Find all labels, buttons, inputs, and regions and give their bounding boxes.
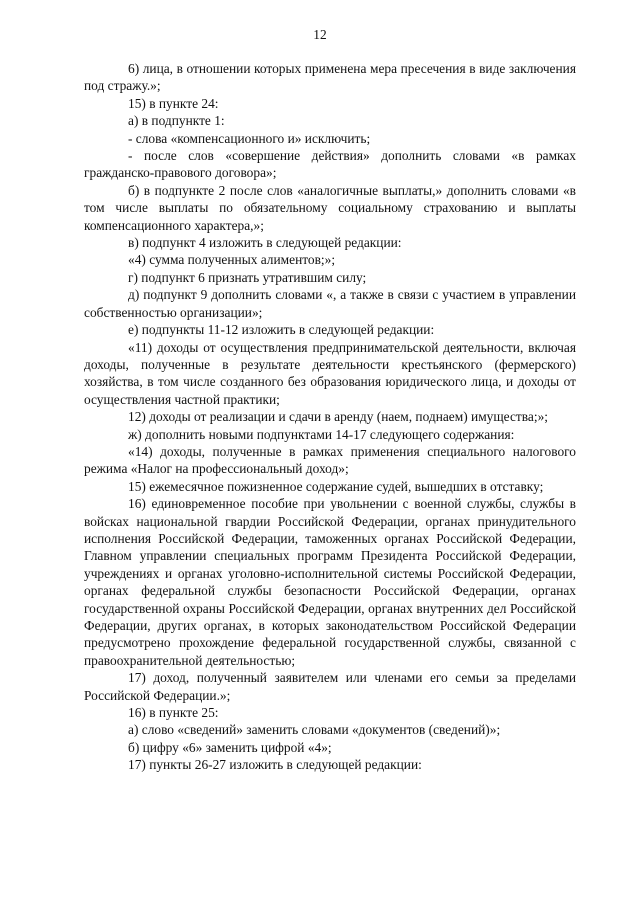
document-body — [84, 60, 576, 774]
paragraph: 12) доходы от реализации и сдачи в аренду (наем, поднаем) имущества;»; — [128, 409, 548, 425]
paragraph: «11) доходы от осуществления предпринимательской деятельности, включая доходы, полученные в результате деятельности крестьянского (фермерского) хозяйства, в том числе созданного без образования юридического лица, и доходы от осуществления частной практики; — [84, 339, 576, 407]
paragraph: а) слово «сведений» заменить словами «документов (сведений)»; — [128, 722, 501, 738]
paragraph: а) в подпункте 1: — [128, 113, 225, 129]
paragraph: 16) в пункте 25: — [128, 705, 219, 721]
paragraph: б) цифру «6» заменить цифрой «4»; — [128, 739, 332, 755]
paragraph: 17) пункты 26-27 изложить в следующей редакции: — [128, 757, 422, 773]
paragraph: е) подпункты 11-12 изложить в следующей редакции: — [128, 322, 435, 338]
paragraph: д) подпункт 9 дополнить словами «, а также в связи с участием в управлении собственностью организации»; — [84, 287, 576, 320]
paragraph: г) подпункт 6 признать утратившим силу; — [128, 269, 367, 285]
paragraph: ж) дополнить новыми подпунктами 14-17 следующего содержания: — [128, 426, 515, 442]
paragraph: 15) ежемесячное пожизненное содержание судей, вышедших в отставку; — [128, 478, 544, 494]
paragraph: в) подпункт 4 изложить в следующей редакции: — [128, 235, 402, 251]
paragraph: 15) в пункте 24: — [128, 95, 219, 111]
page-number: 12 — [313, 27, 327, 42]
paragraph: - слова «компенсационного и» исключить; — [128, 130, 371, 146]
paragraph: «14) доходы, полученные в рамках применения специального налогового режима «Налог на профессиональный доход»; — [84, 443, 576, 477]
paragraph: 17) доход, полученный заявителем или членами его семьи за пределами Российской Федерации.»; — [84, 670, 576, 703]
paragraph: «4) сумма полученных алиментов;»; — [128, 252, 336, 268]
paragraph: 6) лица, в отношении которых применена мера пресечения в виде заключения под стражу.»; — [84, 61, 576, 94]
paragraph: 16) единовременное пособие при увольнении с военной службы, службы в войсках национальной гвардии Российской Федерации, органах принудительного исполнения Российской Федерации, таможенных органах Российской Федерации, Главном управлении специальных программ Президента Российской Федерации, учреждениях и органах уголовно-исполнительной системы Российской Федерации, органах федеральной службы безопасности Российской Федерации, органах государственной охраны Российской Федерации, органах внутренних дел Российской Федерации, других органах, в которых законодательством Российской Федерации предусмотрено прохождение федеральной государственной службы, связанной с правоохранительной деятельностью; — [84, 496, 576, 668]
paragraph: б) в подпункте 2 после слов «аналогичные выплаты,» дополнить словами «в том числе выплаты по обязательному социальному страхованию и выплаты компенсационного характера,»; — [84, 182, 576, 233]
paragraph: - после слов «совершение действия» дополнить словами «в рамках гражданско-правового договора»; — [84, 148, 576, 181]
